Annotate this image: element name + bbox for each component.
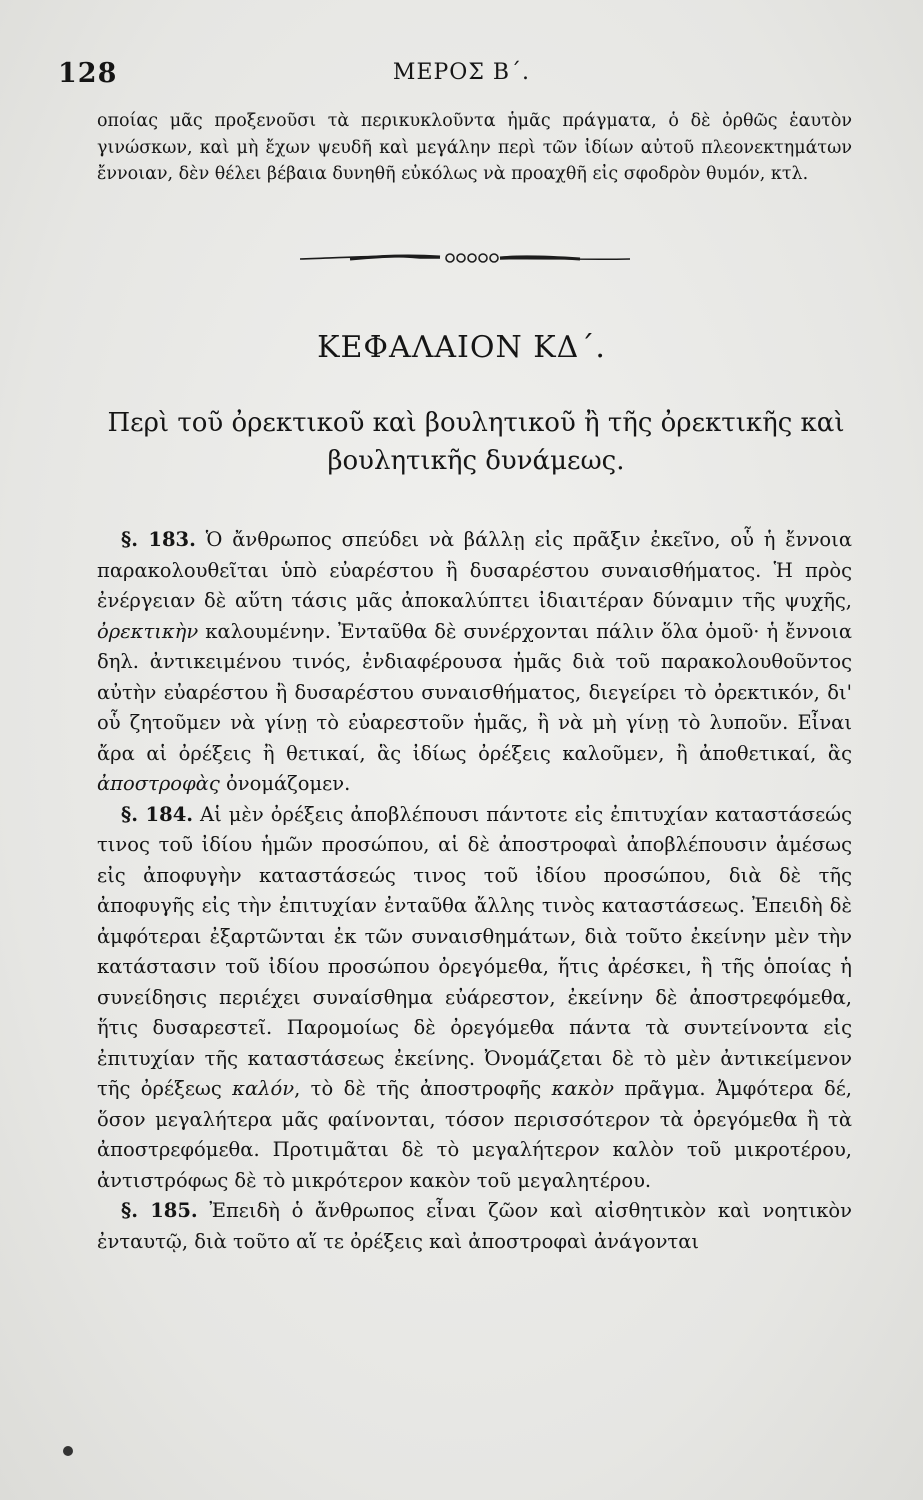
section-text: καλουμένην. Ἐνταῦθα δὲ συνέρχονται πάλιν ὅλα ὁμοῦ· ἡ ἔννοια δηλ. ἀντικειμένου τινός, ἐνδιαφέρουσα ἡμᾶς διὰ τοῦ παρακολουθοῦντος αὐτὴν εὐαρέστου ἢ δυσαρέστου συναισθήματος, διεγείρει τὸ ὀρεκτικόν, δι' οὗ ζητοῦμεν νὰ γίνῃ τὸ εὐαρεστοῦν ἡμᾶς, ἢ νὰ μὴ γίνῃ τὸ λυποῦν. Εἶναι ἄρα αἱ ὀρέξεις ἢ θετικαί, ἃς ἰδίως ὀρέξεις καλοῦμεν, ἢ ἀποθετικαί, ἃς [97, 619, 852, 765]
emphasized-term: καλόν [232, 1077, 295, 1100]
ink-spot [63, 1446, 73, 1456]
section-text: , τὸ δὲ τῆς ἀποστροφῆς [294, 1077, 552, 1100]
section-paragraph [97, 1196, 852, 1257]
section-text: Ἐπειδὴ ὁ ἄνθρωπος εἶναι ζῶον καὶ αἰσθητικὸν καὶ νοητικὸν ἐνταυτῷ, διὰ τοῦτο αἵ τε ὀρέξεις καὶ ἀποστροφαὶ ἀνάγονται [97, 1199, 852, 1253]
ornament-divider [300, 249, 630, 269]
intro-paragraph: οποίας μᾶς προξενοῦσι τὰ περικυκλοῦντα ἡμᾶς πράγματα, ὁ δὲ ὀρθῶς ἑαυτὸν γινώσκων, καὶ μὴ ἔχων ψευδῆ καὶ μεγάλην περὶ τῶν ἰδίων αὐτοῦ πλεονεκτημάτων ἔννοιαν, δὲν θέλει βέβαια δυνηθῆ εὐκόλως νὰ προαχθῆ εἰς σφοδρὸν θυμόν, κτλ. [97, 111, 852, 184]
section-text: Αἱ μὲν ὀρέξεις ἀποβλέπουσι πάντοτε εἰς ἐπιτυχίαν καταστάσεώς τινος τοῦ ἰδίου ἡμῶν προσώπου, αἱ δὲ ἀποστροφαὶ ἀποβλέπουσιν ἀμέσως εἰς ἀποφυγὴν καταστάσεώς τινος τοῦ ἰδίου προσώπου, διὰ δὲ τῆς ἀποφυγῆς εἰς τὴν ἐπιτυχίαν ἐνταῦθα ἄλλης τινὸς καταστάσεως. Ἐπειδὴ δὲ ἀμφότεραι ἐξαρτῶνται ἐκ τῶν συναισθημάτων, διὰ τοῦτο ἐκείνην μὲν τὴν κατάστασιν τοῦ ἰδίου προσώπου ὀρεγόμεθα, ἥτις ἀρέσκει, ἢ τῆς ὁποίας ἡ συνείδησις περιέχει συναίσθημα εὐάρεστον, ἐκείνην δὲ ἀποστρεφόμεθα, ἥτις δυσαρεστεῖ. Παρομοίως δὲ ὀρεγόμεθα πάντα τὰ συντείνοντα εἰς ἐπιτυχίαν τῆς καταστάσεως ἐκείνης. Ὀνομάζεται δὲ τὸ μὲν ἀντικείμενον τῆς ὀρέξεως [97, 802, 852, 1100]
chapter-title: ΚΕΦΑΛΑΙΟΝ ΚΔ΄. [317, 330, 606, 365]
section-paragraph [97, 525, 852, 800]
running-head: ΜΕΡΟΣ Β΄. [392, 60, 531, 85]
chapter-heading: Περὶ τοῦ ὀρεκτικοῦ καὶ βουλητικοῦ ἢ τῆς ὀρεκτικῆς καὶ βουλητικῆς δυνάμεως. [107, 408, 845, 476]
section-number: §. 184. [121, 802, 194, 826]
emphasized-term: κακὸν [551, 1077, 614, 1100]
section-text: ὀνομάζομεν. [219, 772, 351, 795]
chapter-body [97, 525, 852, 1257]
page-header [0, 58, 923, 94]
section-text: Ὁ ἄνθρωπος σπεύδει νὰ βάλλῃ εἰς πρᾶξιν ἐκεῖνο, οὗ ἡ ἔννοια παρακολουθεῖται ὑπὸ εὐαρέστου ἢ δυσαρέστου συναισθήματος. Ἡ πρὸς ἐνέργειαν δὲ αὕτη τάσις μᾶς ἀποκαλύπτει ἰδιαιτέραν δύναμιν τῆς ψυχῆς, [97, 528, 852, 612]
emphasized-term: ἀποστροφὰς [97, 772, 220, 795]
section-paragraph [97, 800, 852, 1197]
section-number: §. 185. [121, 1199, 198, 1222]
emphasized-term: ὀρεκτικὴν [97, 619, 199, 643]
page-number: 128 [58, 58, 118, 89]
section-number: §. 183. [121, 528, 196, 551]
section-text: πρᾶγμα. Ἀμφότερα δέ, ὅσον μεγαλήτερα μᾶς φαίνονται, τόσον περισσότερον τὰ ὀρεγόμεθα ἢ τὰ ἀποστρεφόμεθα. Προτιμᾶται δὲ τὸ μεγαλήτερον καλὸν τοῦ μικροτέρου, ἀντιστρόφως δὲ τὸ μικρότερον κακὸν τοῦ μεγαλητέρου. [97, 1077, 853, 1192]
